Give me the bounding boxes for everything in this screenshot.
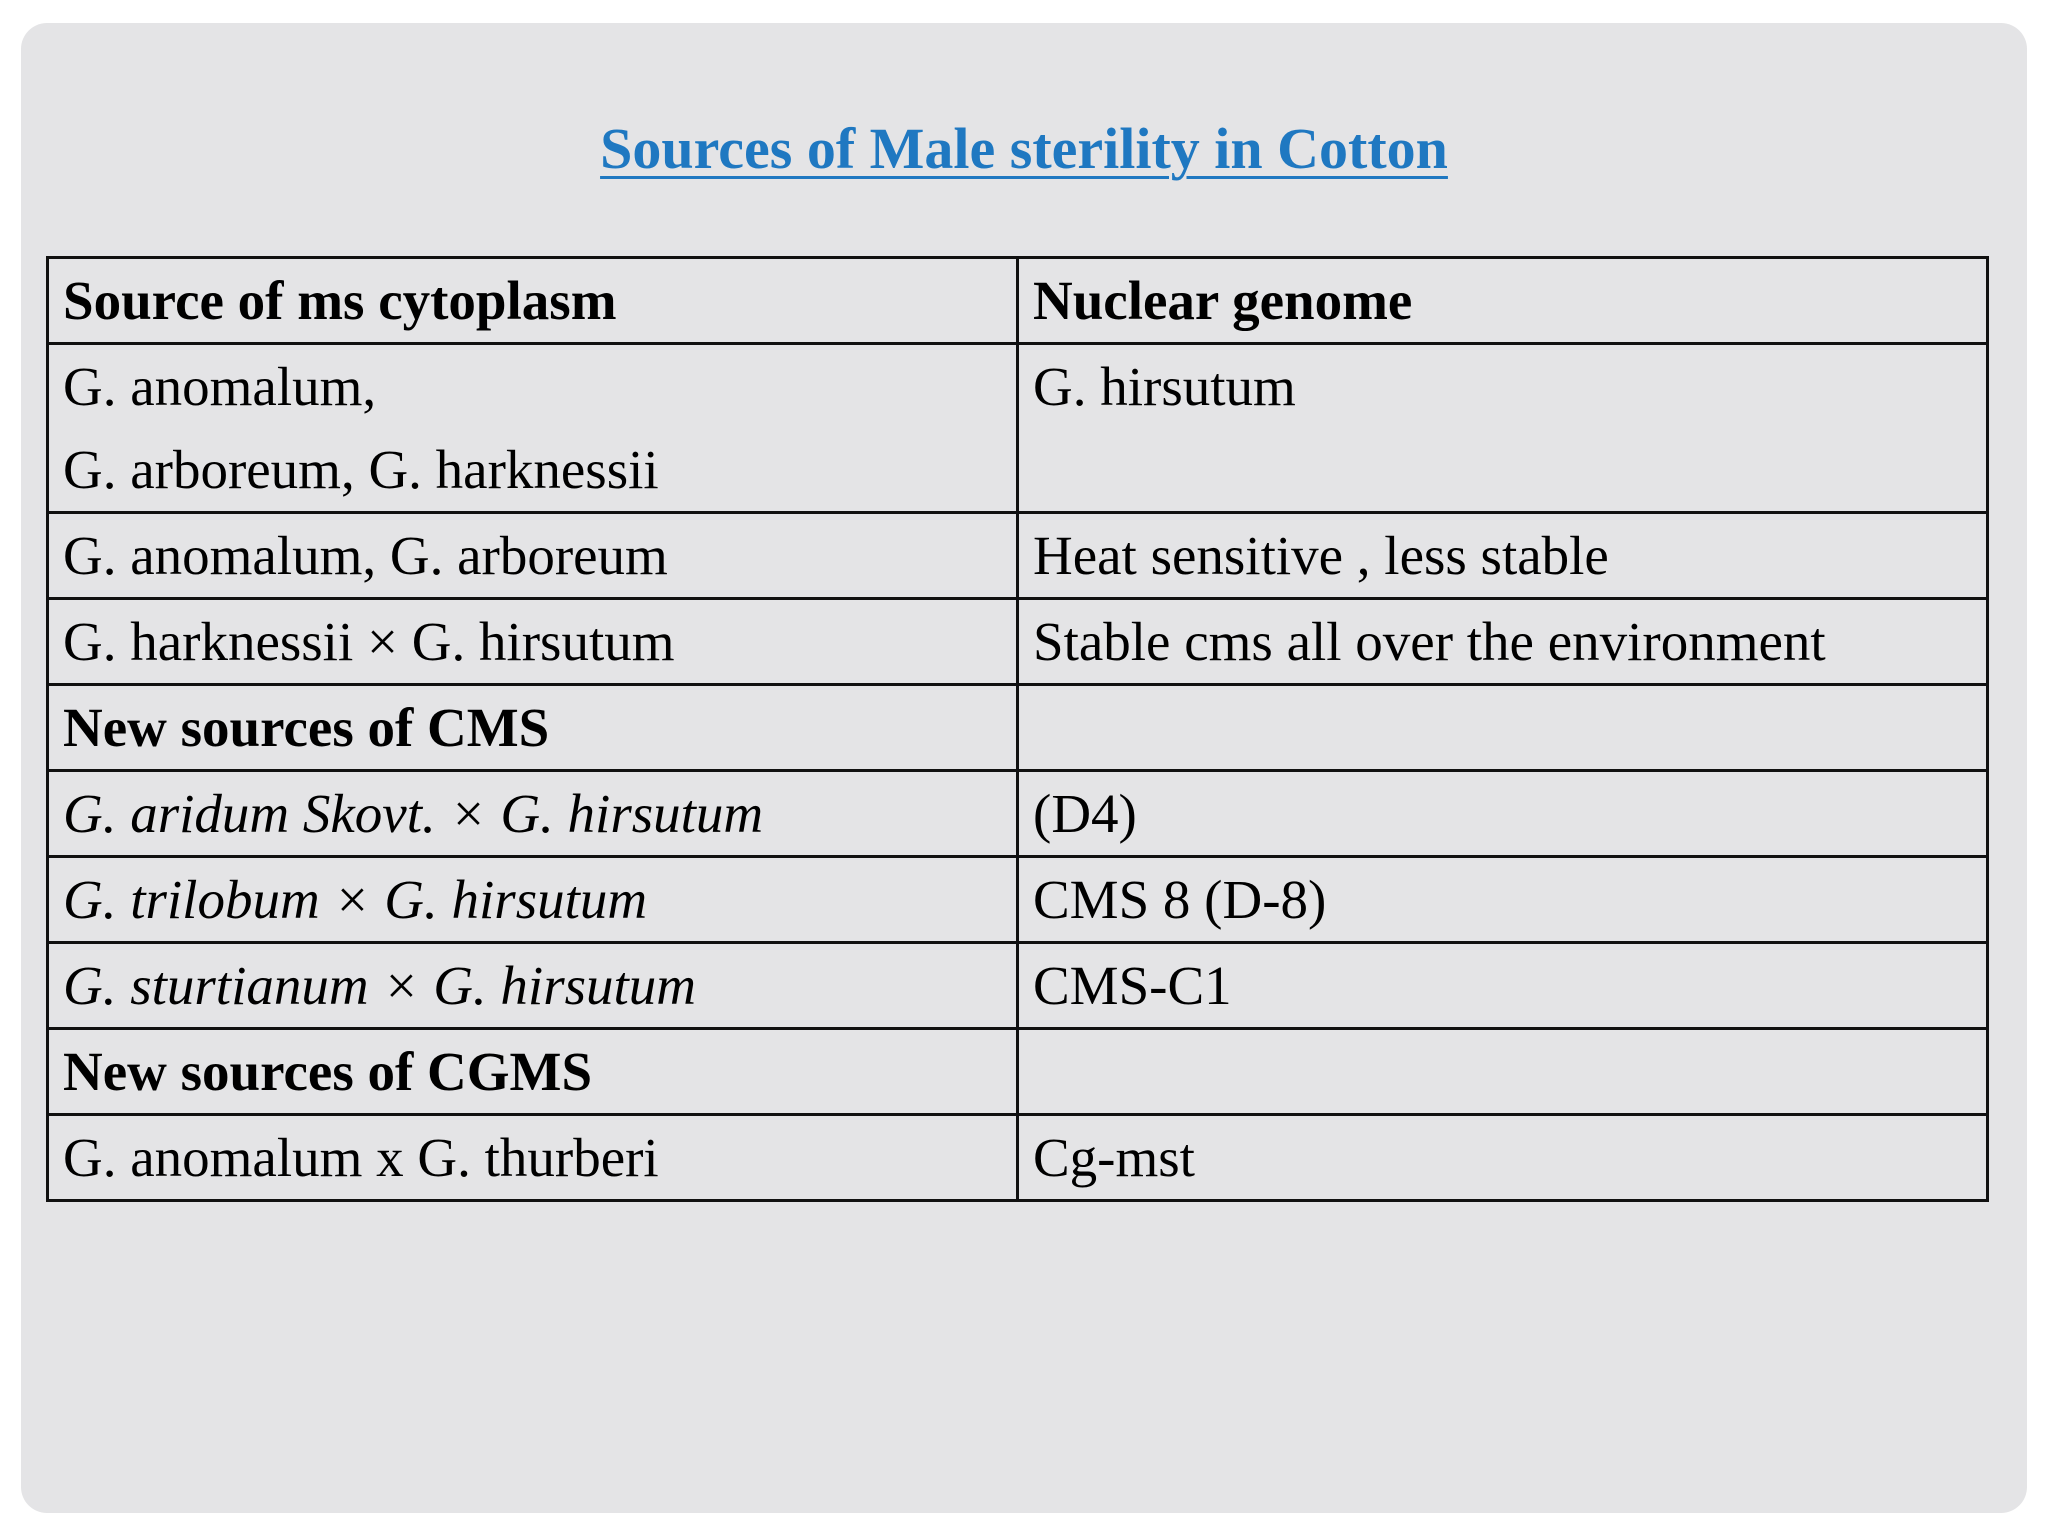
cell-source: G. sturtianum × G. hirsutum [48,943,1018,1029]
table-row [48,1029,1988,1115]
cell-section-heading: New sources of CGMS [48,1029,1018,1115]
table-row [48,943,1988,1029]
male-sterility-sources-table [46,256,1989,1202]
table-row [48,344,1988,513]
table-row [48,771,1988,857]
header-source: Source of ms cytoplasm [48,258,1018,344]
cell-source: G. trilobum × G. hirsutum [48,857,1018,943]
slide [21,23,2027,1513]
cell-genome: CMS-C1 [1018,943,1988,1029]
cell-genome: CMS 8 (D-8) [1018,857,1988,943]
cell-source-line: G. anomalum, [63,356,377,417]
cell-source [48,344,1018,513]
cell-source: G. anomalum, G. arboreum [48,513,1018,599]
cell-section-heading: New sources of CMS [48,685,1018,771]
cell-source: G. anomalum x G. thurberi [48,1115,1018,1201]
cell-genome: Cg-mst [1018,1115,1988,1201]
header-genome: Nuclear genome [1018,258,1988,344]
cell-source: G. harknessii × G. hirsutum [48,599,1018,685]
table-row [48,685,1988,771]
cell-genome [1018,1029,1988,1115]
table-row [48,513,1988,599]
cell-genome: Heat sensitive , less stable [1018,513,1988,599]
table-row [48,857,1988,943]
table-row [48,1115,1988,1201]
slide-title [21,115,2027,182]
cell-genome: Stable cms all over the environment [1018,599,1988,685]
table-row [48,599,1988,685]
cell-genome [1018,685,1988,771]
cell-genome: (D4) [1018,771,1988,857]
table-header-row [48,258,1988,344]
cell-genome: G. hirsutum [1018,344,1988,513]
cell-source-line: G. arboreum, G. harknessii [63,439,659,500]
cell-source: G. aridum Skovt. × G. hirsutum [48,771,1018,857]
slide-title-text: Sources of Male sterility in Cotton [600,116,1448,181]
